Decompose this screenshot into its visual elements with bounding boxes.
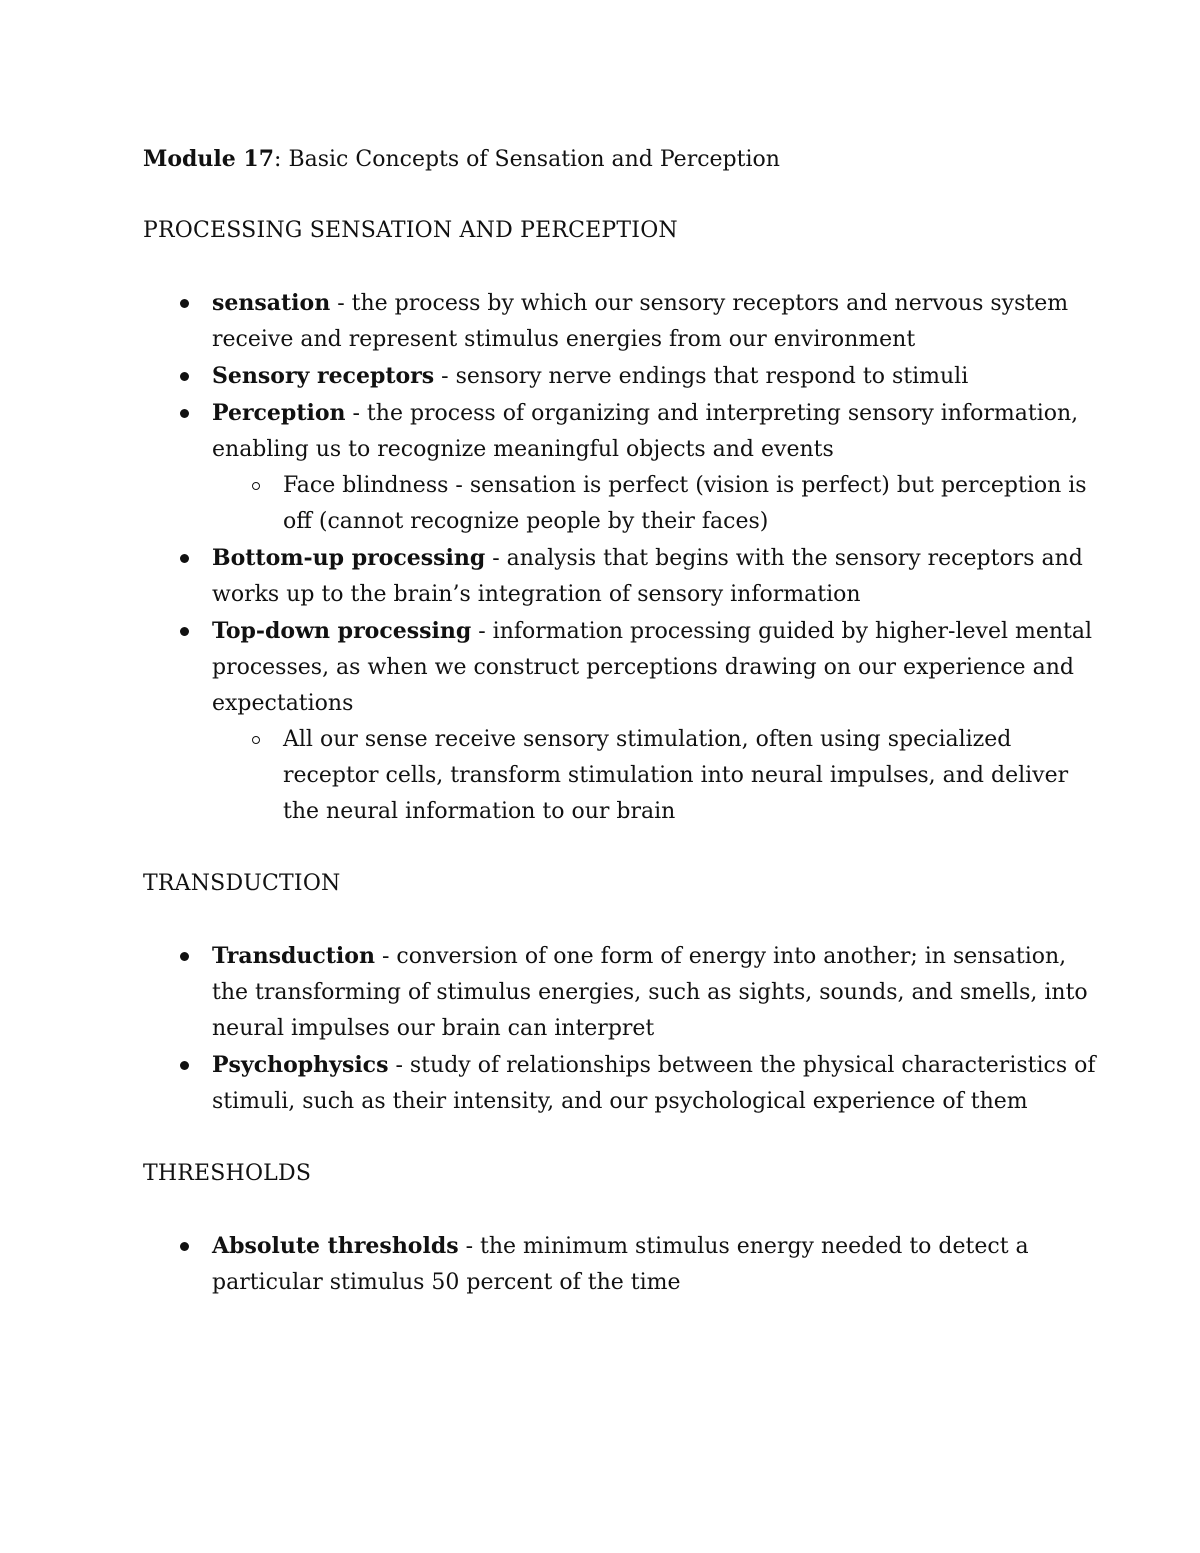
bullet-icon — [180, 627, 189, 636]
module-label: Module 17 — [143, 146, 275, 172]
sub-list — [212, 722, 1100, 830]
list-item — [143, 540, 1100, 613]
spacer — [143, 1192, 1100, 1228]
definition: - the minimum stimulus energy needed to detect a particular stimulus 50 percent of the time — [212, 1234, 1029, 1295]
spacer — [143, 177, 1100, 213]
page-title — [143, 141, 1100, 177]
list-item — [143, 613, 1100, 830]
spacer — [143, 1120, 1100, 1156]
module-title: : Basic Concepts of Sensation and Perception — [274, 147, 780, 172]
item-text — [212, 546, 1083, 607]
list-item — [143, 285, 1100, 358]
definition: - sensory nerve endings that respond to stimuli — [434, 364, 969, 389]
hollow-bullet-icon — [252, 736, 260, 744]
definition: - the process by which our sensory receptors and nervous system receive and represent stimulus energies from our environment — [212, 291, 1069, 352]
term: Perception — [212, 400, 346, 426]
hollow-bullet-icon — [252, 482, 260, 490]
bullet-icon — [180, 1061, 189, 1070]
term: Bottom-up processing — [212, 545, 486, 571]
list-item — [143, 938, 1100, 1047]
spacer — [143, 902, 1100, 938]
list-item — [143, 358, 1100, 395]
item-text — [212, 401, 1078, 462]
bullet-icon — [180, 952, 189, 961]
bullet-icon — [180, 299, 189, 308]
definition: - information processing guided by higher-level mental processes, as when we construct perceptions drawing on our experience and expectations — [212, 619, 1093, 716]
sub-list — [212, 468, 1100, 540]
bullet-icon — [180, 554, 189, 563]
section-heading: PROCESSING SENSATION AND PERCEPTION — [143, 218, 678, 243]
list-item — [143, 395, 1100, 540]
list-item — [143, 1047, 1100, 1120]
term: Transduction — [212, 943, 375, 969]
bullet-list — [143, 1228, 1100, 1301]
sub-list-item — [212, 722, 1100, 830]
sub-item-text: Face blindness - sensation is perfect (vision is perfect) but perception is off (cannot recognize people by their faces) — [283, 473, 1087, 534]
bullet-icon — [180, 372, 189, 381]
item-text — [212, 291, 1068, 352]
item-text — [212, 364, 968, 389]
section-heading: TRANSDUCTION — [143, 871, 341, 896]
bullet-icon — [180, 409, 189, 418]
spacer — [143, 249, 1100, 285]
spacer — [143, 830, 1100, 866]
item-text — [212, 944, 1088, 1041]
definition: - conversion of one form of energy into another; in sensation, the transforming of stimulus energies, such as sights, sounds, and smells, into neural impulses our brain can interpret — [212, 944, 1088, 1041]
bullet-list — [143, 938, 1100, 1120]
list-item — [143, 1228, 1100, 1301]
sub-item-text: All our sense receive sensory stimulation, often using specialized receptor cells, transform stimulation into neural impulses, and deliver the neural information to our brain — [283, 727, 1069, 824]
definition: - analysis that begins with the sensory receptors and works up to the brain’s integration of sensory information — [212, 546, 1083, 607]
bullet-icon — [180, 1242, 189, 1251]
term: Psychophysics — [212, 1052, 389, 1078]
term: Absolute thresholds — [212, 1233, 459, 1259]
definition: - study of relationships between the physical characteristics of stimuli, such as their intensity, and our psychological experience of them — [212, 1053, 1096, 1114]
term: sensation — [212, 290, 331, 316]
sub-list-item — [212, 468, 1100, 540]
item-text — [212, 619, 1092, 716]
item-text — [212, 1234, 1029, 1295]
section-heading: THRESHOLDS — [143, 1161, 312, 1186]
term: Top-down processing — [212, 618, 472, 644]
definition: - the process of organizing and interpreting sensory information, enabling us to recognize meaningful objects and events — [212, 401, 1079, 462]
bullet-list — [143, 285, 1100, 830]
term: Sensory receptors — [212, 363, 435, 389]
item-text — [212, 1053, 1096, 1114]
document-body — [143, 213, 1100, 1301]
